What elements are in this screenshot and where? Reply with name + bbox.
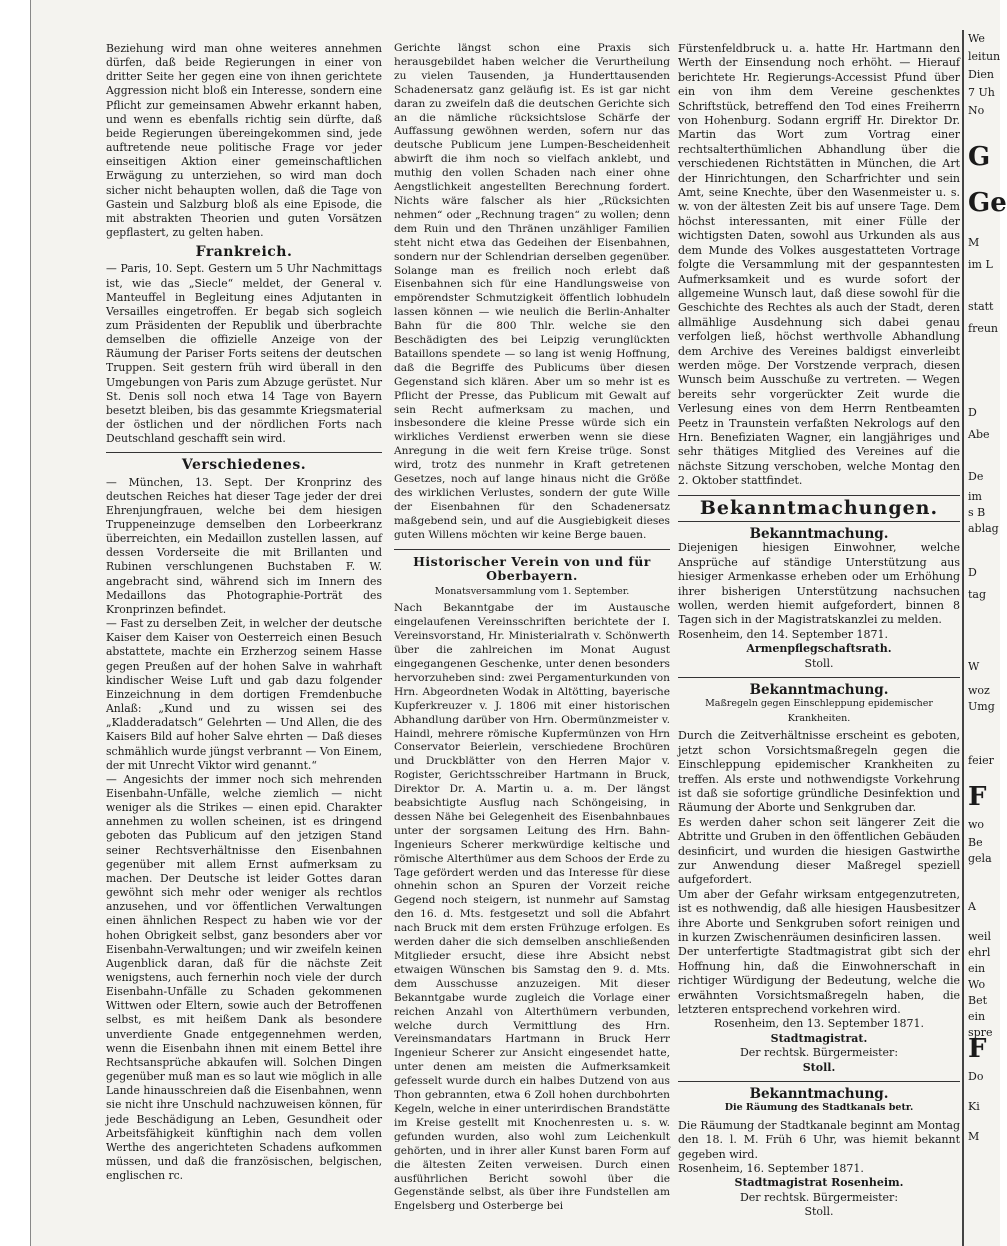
divider xyxy=(678,495,960,496)
announcement-org: Stadtmagistrat. xyxy=(770,1031,868,1045)
divider xyxy=(394,549,670,550)
announcement-subtitle: Die Räumung des Stadtkanals betr. xyxy=(724,1102,914,1114)
column-1 xyxy=(106,42,382,1183)
announcement-title: Bekanntmachung. xyxy=(749,1086,889,1103)
adjacent-page-fragment: spre xyxy=(968,1026,993,1039)
adjacent-page-fragment: We xyxy=(968,32,985,45)
adjacent-page-fragment: ein xyxy=(968,1010,986,1023)
article-text: — Fast zu derselben Zeit, in welcher der deutsche Kaiser dem Kaiser von Oesterreich einen Besuch abstattete, machte ein Erzherzog seinem Hasse gegen Preußen auf der hohen Salve in wahrhaft kindischer Weise Luft und gab dazu folgender Einzeichnung in dem dortigen Fremdenbuche Anlaß: „Kund und zu wissen sei des „Kladderadatsch“ Gelehrten — Und Allen, die des Kaisers Bild auf hoher Salve ehrten — Daß dieses schmählich wurde jüngst verbrannt — Von Einem, der mit Unrecht Viktor wird genannt.“ xyxy=(106,617,382,772)
adjacent-page-fragment: freun xyxy=(968,322,999,335)
divider xyxy=(678,677,960,678)
adjacent-page-fragment: s B xyxy=(968,506,986,519)
divider xyxy=(678,1081,960,1082)
adjacent-page-fragment: Dien xyxy=(968,68,994,81)
announcement-signature: Stoll. xyxy=(802,1060,836,1074)
adjacent-page-fragment: No xyxy=(968,104,985,117)
announcement-date: Rosenheim, 16. September 1871. xyxy=(678,1162,864,1176)
adjacent-page-fragment: A xyxy=(968,900,976,913)
section-heading-historischer-verein: Historischer Verein von und für Oberbayern. xyxy=(413,553,651,583)
column-3 xyxy=(678,42,960,1220)
adjacent-page-fragment: Wo xyxy=(968,978,986,991)
announcement-date: Rosenheim, den 14. September 1871. xyxy=(678,627,889,641)
left-margin xyxy=(0,0,30,1246)
adjacent-page-fragment: D xyxy=(968,406,977,419)
left-border xyxy=(30,0,31,1246)
adjacent-page-fragment: M xyxy=(968,236,980,249)
adjacent-page-fragment: Be xyxy=(968,836,983,849)
adjacent-page-fragment: tag xyxy=(968,588,987,601)
adjacent-page-fragment: Bet xyxy=(968,994,988,1007)
announcement-org: Armenpflegschaftsrath. xyxy=(746,642,892,656)
announcement-text: Es werden daher schon seit längerer Zeit die Abtritte und Gruben in den öffentlichen Gebäuden desinficirt, und wurden die hiesigen Gastwirthe zur Anwendung dieser Maßregel speziell aufgefordert. xyxy=(678,815,960,887)
announcement-text: Der unterfertigte Stadtmagistrat gibt sich der Hoffnung hin, daß die Einwohnerschaft in richtiger Würdigung der Bedeutung, welche die erwähnten Vorsichtsmaßregeln haben, die letzteren entsprechend vorkehren wird. xyxy=(678,945,960,1016)
announcement-title: Bekanntmachung. xyxy=(749,682,889,699)
article-text: — Paris, 10. Sept. Gestern um 5 Uhr Nachmittags ist, wie das „Siecle“ meldet, der General v. Manteuffel in Begleitung eines Adjutanten in Versailles eingetroffen. Er begab sich sogleich zum Präsidenten der Republik und überbrachte demselben die offizielle Anzeige von der Räumung der Pariser Forts seitens der deutschen Truppen. Seit gestern früh wird überall in den Umgebungen von Paris zum Abzuge gerüstet. Nur St. Denis soll noch etwa 14 Tage von Bayern besetzt bleiben, bis das gesammte Kriegsmaterial der östlichen und der nördlichen Forts nach Deutschland geschafft sein wird. xyxy=(106,262,382,446)
article-text: Fürstenfeldbruck u. a. hatte Hr. Hartmann den Werth der Einsendung noch erhöht. — Hierauf berichtete Hr. Regierungs-Accessist Pfund über ein von ihm dem Vereine geschenktes Schriftstück, betreffend den Tod eines Freiherrn von Hohenburg. Sodann ergriff Hr. Direktor Dr. Martin das Wort zum Vortrag einer rechtsalterthümlichen Abhandlung über die verschiedenen Richtstätten in München, die Art der Hinrichtungen, den Scharfrichter und sein Amt, seine Knechte, über den Wasenmeister u. s. w. von der ältesten Zeit bis auf unsere Tage. Dem höchst interessanten, mit einer Fülle der wichtigsten Daten, sowohl aus Urkunden als aus dem Munde des Volkes ausgestatteten Vortrage folgte die Versammlung mit der gespanntesten Aufmerksamkeit und es wurde sofort der allgemeine Wunsch laut, daß diese sowohl für die Geschichte des Rechtes als auch der Stadt, deren allmählige Ausdehnung sich dabei genau verfolgen ließ, höchst werthvolle Abhandlung dem Archive des Vereines baldigst einverleibt werden möge. Der Vorstzende verprach, diesen Wunsch beim Ausschuße zu vertreten. — Wegen bereits sehr vorgerückter Zeit wurde die Verlesung eines von dem Herrn Rentbeamten Peetz in Traunstein verfaßten Nekrologs auf den Hrn. Benefiziaten Wagner, ein langjähriges und sehr thätiges Mitglied des Vereines auf die nächste Sitzung verschoben, welche Montag den 2. Oktober stattfindet. xyxy=(678,42,960,488)
announcements-heading: Bekanntmachungen. xyxy=(699,496,939,519)
adjacent-page-fragment: Umg xyxy=(968,700,995,713)
announcement-text: Durch die Zeitverhältnisse erscheint es geboten, jetzt schon Vorsichtsmaßregeln gegen die Einschleppung epidemischer Krankheiten zu treffen. Als erste und nothwendigste Vorkehrung ist daß sie sofortige gründliche Desinfektion und Räumung der Aborte und Senkgruben dar. xyxy=(678,729,960,815)
announcement-role: Der rechtsk. Bürgermeister: xyxy=(739,1190,899,1204)
column-2 xyxy=(394,42,670,1214)
adjacent-page-fragment: im xyxy=(968,490,982,503)
adjacent-page-fragment: wo xyxy=(968,818,985,831)
section-heading-verschiedenes: Verschiedenes. xyxy=(181,457,307,474)
adjacent-page-fragment: weil xyxy=(968,930,991,943)
adjacent-page-fragment: 7 Uh xyxy=(968,86,995,99)
announcement-title: Bekanntmachung. xyxy=(749,526,889,542)
adjacent-page-fragment: statt xyxy=(968,300,994,313)
section-heading-frankreich: Frankreich. xyxy=(195,244,293,261)
announcement-text: Um aber der Gefahr wirksam entgegenzutreten, ist es nothwendig, daß alle hiesigen Hausbesitzer ihre Aborte und Senkgruben sofort reinigen und in kurzen Zwischenräumen desinficiren lassen. xyxy=(678,887,960,944)
announcement-role: Der rechtsk. Bürgermeister: xyxy=(739,1046,899,1060)
adjacent-page-fragment: ablag xyxy=(968,522,999,535)
adjacent-page-fragment: F xyxy=(968,1034,987,1064)
adjacent-page-fragment: leitun xyxy=(968,50,1001,63)
article-text: Beziehung wird man ohne weiteres annehmen dürfen, daß beide Regierungen in einer von dritter Seite her gegen eine von ihnen gerichtete Aggression nicht bloß ein Interesse, sondern eine Pflicht zur gemeinsamen Abwehr erkannt haben, und wenn es ebenfalls richtig sein dürfte, daß beide Regierungen übereingekommen sind, jede auftretende neue politische Frage vor jeder einseitigen Aktion einer gemeinschaftlichen Erwägung zu unterziehen, so wird man doch sicher nicht behaupten wollen, daß die Tage von Gastein und Salzburg bloß als eine Episode, die mit abstrakten Theorien und guten Vorsätzen gepflastert, zu gelten haben. xyxy=(106,42,382,240)
article-text: — Angesichts der immer noch sich mehrenden Eisenbahn-Unfälle, welche ziemlich — nicht weniger als die Strikes — einen epid. Charakter annehmen zu wollen scheinen, ist es dringend geboten das Publicum auf den jetzigen Stand seiner Rechtsverhältnisse den Eisenbahnen gegenüber mit allem Ernst aufmerksam zu machen. Der Deutsche ist leider Gottes daran gewöhnt sich mehr oder weniger als rechtlos anzusehen, und vor öffentlichen Verwaltungen einen ähnlichen Respect zu haben wie vor der hohen Obrigkeit selbst, ganz besonders aber vor Eisenbahn-Verwaltungen; und wir zweifeln keinen Augenblick daran, daß für die nächste Zeit wenigstens, auch fernerhin noch viele der durch Eisenbahn-Unfälle zu Schaden gekommenen Wittwen oder Eltern, sowie auch der Betroffenen selbst, es mit heißem Dank als besondere unverdiente Gnade entgegennehmen werden, wenn die Eisenbahn ihnen mit einem Bettel ihre Rechtsansprüche abkaufen will. Solchen Dingen gegenüber muß man es so laut wie möglich in alle Lande hinausschreien daß die Eisenbahnen, wenn sie nicht ihre Unschuld nachzuweisen können, für jede Beschädigung an Leben, Gesundheit oder Arbeitsfähigkeit künftighin nach dem vollen Werthe des angerichteten Schadens aufkommen müssen, und daß die französischen, belgischen, englischen rc. xyxy=(106,772,382,1183)
adjacent-page-fragment: De xyxy=(968,470,984,483)
adjacent-page-fragment: Abe xyxy=(968,428,990,441)
divider xyxy=(678,521,960,522)
announcement-org: Stadtmagistrat Rosenheim. xyxy=(734,1176,904,1190)
announcement-text: Die Räumung der Stadtkanale beginnt am Montag den 18. l. M. Früh 6 Uhr, was hiemit bekannt gegeben wird. xyxy=(678,1118,961,1161)
article-text: — München, 13. Sept. Der Kronprinz des deutschen Reiches hat dieser Tage jeder der drei Ehrenjungfrauen, welche bei dem hiesigen Truppeneinzuge demselben den Lorbeerkranz überreichten, ein Medaillon zustellen lassen, auf dessen Vorderseite die mit Brillanten und Rubinen verschlungenen Buchstaben F. W. angebracht sind, während sich im Innern des Medaillons das Photographie-Porträt des Kronprinzen befindet. xyxy=(106,475,382,616)
adjacent-page-fragment: gela xyxy=(968,852,992,865)
adjacent-page-fragment: Do xyxy=(968,1070,984,1083)
adjacent-page-edge xyxy=(962,30,1007,1246)
announcement-date: Rosenheim, den 13. September 1871. xyxy=(713,1017,925,1031)
adjacent-page-fragment: im L xyxy=(968,258,993,271)
adjacent-page-fragment: woz xyxy=(968,684,990,697)
adjacent-page-fragment: M xyxy=(968,1130,980,1143)
section-subheading: Monatsversammlung vom 1. September. xyxy=(434,586,630,598)
adjacent-page-fragment: feier xyxy=(968,754,994,767)
adjacent-page-fragment: G xyxy=(968,142,991,172)
announcement-subtitle: Maßregeln gegen Einschleppung epidemischer Krankheiten. xyxy=(705,698,933,724)
adjacent-page-fragment: F xyxy=(968,782,987,812)
adjacent-page-fragment: ein xyxy=(968,962,986,975)
adjacent-page-fragment: Ki xyxy=(968,1100,980,1113)
adjacent-page-fragment: W xyxy=(968,660,980,673)
announcement-signature: Stoll. xyxy=(804,1205,834,1219)
announcement-signature: Stoll. xyxy=(804,656,834,670)
adjacent-page-fragment: ehrl xyxy=(968,946,991,959)
article-text: Nach Bekanntgabe der im Austausche eingelaufenen Vereinsschriften berichtete der I. Vereinsvorstand, Hr. Ministerialrath v. Schönwerth über die zahlreichen im Monat August eingegangenen Geschenke, unter denen besonders hervorzuheben sind: zwei Pergamenturkunden von Hrn. Abgeordneten Wodak in Altötting, bayerische Kupferkreuzer v. J. 1806 mit einer historischen Abhandlung darüber von Hrn. Obermünzmeister v. Haindl, mehrere römische Kupfermünzen von Hrn Conservator Beierlein, verschiedene Brochüren und Druckblätter von den Herren Major v. Rogister, Gerichtsschreiber Hartmann in Bruck, Direktor Dr. A. Martin u. a. m. Der längst beabsichtigte Ausflug nach Schöngeising, in dessen Nähe bei Gelegenheit des Eisenbahnbaues unter der sorgsamen Leitung des Hrn. Bahn-Ingenieurs Scherer merkwürdige keltische und römische Alterthümer aus dem Schoos der Erde zu Tage gefördert werden und das Interesse für diese ohnehin schon an Spuren der Vorzeit reiche Gegend noch steigern, ist nunmehr auf Samstag den 16. d. Mts. festgesetzt und soll die Abfahrt nach Bruck mit dem ersten Frühzuge erfolgen. Es werden daher die sich demselben anschließenden Mitglieder ersucht, diese ihre Absicht nebst etwaigen Wünschen bis Samstag den 9. d. Mts. dem Ausschusse anzuzeigen. Mit dieser Bekanntgabe wurde zugleich die Vorlage einer reichen Anzahl von Alterthümern verbunden, welche durch Vermittlung des Hrn. Vereinsmandatars Hartmann in Bruck Herr Ingenieur Scherer zur Ansicht eingesendet hatte, unter denen am meisten die Aufmerksamkeit gefesselt wurde durch ein halbes Dutzend von aus Thon gebrannten, etwa 6 Zoll hohen durchbohrten Kegeln, welche in einer unterirdischen Brandstätte im Kreise gestellt mit Knochenresten u. s. w. gefunden wurden, also wohl zum Leichenkult gehörten, und in ihrer aller Kunst baren Form auf die ältesten Zeiten verweisen. Durch einen ausführlichen Bericht sowohl über die Gegenstände selbst, als über ihre Fundstellen am Engelsberg und Osterberge bei xyxy=(394,602,670,1213)
divider xyxy=(106,452,382,453)
article-text: Gerichte längst schon eine Praxis sich herausgebildet haben welcher die Verurtheilung zu vielen Tausenden, ja Hunderttausenden Schadenersatz ganz geläufig ist. Es ist gar nicht daran zu zweifeln daß die deutschen Gerichte sich an die nämliche rücksichtslose Schärfe der Auffassung gewöhnen werden, sofern nur das deutsche Publicum jene Lumpen-Bescheidenheit abwirft die ihm noch so vielfach anklebt, und muthig den vollen Schaden nach einer ohne Aengstlichkeit angestellten Berechnung fordert. Nichts wäre falscher als hier „Rücksichten nehmen“ oder „Rechnung tragen“ zu wollen; denn dem Ruin und den Thränen unzähliger Familien steht nicht etwa das Gedeihen der Eisenbahnen, sondern nur der Schlendrian derselben gegenüber. Solange man es freilich noch erlebt daß Eisenbahnen sich für eine Handlungsweise von empörendster Schmutzigkeit öffentlich lobhudeln lassen können — wie neulich die Berlin-Anhalter Bahn für die 800 Thlr. welche sie den Beschädigten des bei Leipzig verunglückten Bataillons spendete — so lang ist wenig Hoffnung, daß die Begriffe des Publicums über diesen Gegenstand sich klären. Aber um so mehr ist es Pflicht der Presse, das Publicum mit Gewalt auf sein Recht aufmerksam zu machen, und insbesondere die kleine Presse würde sich ein wirkliches Verdienst erwerben wenn sie diese Anregung in die weit fern Kreise trüge. Sonst wird, trotz des nunmehr in Kraft getretenen Gesetzes, noch auf lange hinaus nicht die Größe des wirklichen Verlustes, sondern der gute Wille der Eisenbahnen für den Schadenersatz maßgebend sein, und auf die Ausgiebigkeit dieses guten Willens möchten wir keine Berge bauen. xyxy=(394,42,670,541)
adjacent-page-fragment: Ge xyxy=(968,188,1007,218)
announcement-text: Diejenigen hiesigen Einwohner, welche Ansprüche auf ständige Unterstützung aus hiesiger Armenkasse erheben oder um Erhöhung ihrer bisherigen Unterstützung nachsuchen wollen, werden hiemit aufgefordert, binnen 8 Tagen sich in der Magistratskanzlei zu melden. xyxy=(678,541,960,627)
adjacent-page-fragment: D xyxy=(968,566,977,579)
